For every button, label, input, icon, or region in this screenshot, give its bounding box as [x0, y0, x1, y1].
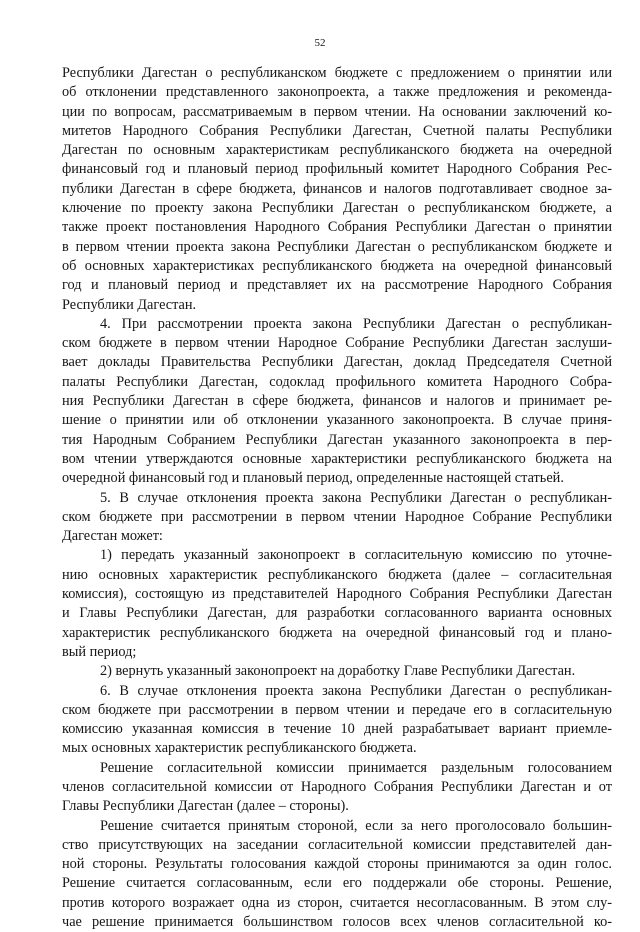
text-line: ство присутствующих на заседании согласительной комиссии представителей дан- [62, 836, 612, 853]
text-line: чае решение принимается большинством голосов всех членов согласительной ко- [62, 914, 612, 931]
text-line: Главы Республики Дагестан (далее – стороны). [62, 798, 349, 815]
text-line: в первом чтении проекта закона Республики Дагестан о республиканском бюджете и [62, 238, 612, 255]
text-line: Дагестан по основным характеристикам республиканского бюджета на очередной [62, 142, 612, 159]
text-line: публики Дагестан в сфере бюджета, финансов и налогов подготавливает сводное за- [62, 180, 612, 197]
text-line: ции по вопросам, рассматриваемым в первом чтении. На основании заключений ко- [62, 103, 612, 120]
text-line: ском бюджете при рассмотрении в первом чтении Народное Собрание Республики [62, 508, 612, 525]
text-line: 1) передать указанный законопроект в согласительную комиссию по уточне- [100, 547, 612, 564]
text-line: об отклонении представленного законопроекта, а также предложения и рекоменда- [62, 84, 612, 101]
text-line: Дагестан может: [62, 528, 163, 545]
text-line: 5. В случае отклонения проекта закона Республики Дагестан о республикан- [100, 489, 612, 506]
text-line: комиссия), состоящую из представителей Народного Собрания Республики Дагестан [62, 586, 612, 603]
text-line: ском бюджете в первом чтении Народное Собрание Республики Дагестан заслуши- [62, 335, 612, 352]
text-line: мых основных характеристик республиканского бюджета. [62, 740, 417, 757]
text-line: характеристик республиканского бюджета на очередной финансовый год и плано- [62, 624, 612, 641]
text-line: вом чтении утверждаются основные характеристики республиканского бюджета на [62, 450, 612, 467]
document-body [62, 64, 612, 932]
text-line: и Главы Республики Дагестан, для разработки согласованного варианта основных [62, 605, 612, 622]
text-line: 6. В случае отклонения проекта закона Республики Дагестан о республикан- [100, 682, 612, 699]
text-line: ключение по проекту закона Республики Дагестан о республиканском бюджете, а [62, 200, 612, 217]
text-line: Республики Дагестан. [62, 296, 197, 313]
text-line: Решение согласительной комиссии принимается раздельным голосованием [100, 759, 612, 776]
text-line: также проект постановления Народного Собрания Республики Дагестан о принятии [62, 219, 612, 236]
text-line: ния Республики Дагестан в сфере бюджета, финансов и налогов и принимает ре- [62, 393, 612, 410]
text-line: митетов Народного Собрания Республики Дагестан, Счетной палаты Республики [62, 122, 612, 139]
text-line: членов согласительной комиссии от Народного Собрания Республики Дагестан и от [62, 778, 612, 795]
text-line: комиссию указанная комиссия в течение 10 дней разрабатывает вариант приемле- [62, 721, 612, 738]
text-line: ной стороны. Результаты голосования каждой стороны принимаются за один голос. [62, 856, 612, 873]
text-line: об основных характеристиках республиканского бюджета на очередной финансовый [62, 257, 612, 274]
text-line: шение о принятии или об отклонении указанного законопроекта. В случае приня- [62, 412, 612, 429]
text-line: Решение считается согласованным, если его поддержали обе стороны. Решение, [62, 875, 612, 892]
text-line: ском бюджете при рассмотрении в первом чтении и передаче его в согласительную [62, 701, 612, 718]
text-line: вает доклады Правительства Республики Дагестан, доклад Председателя Счетной [62, 354, 612, 371]
text-line: финансовый год и плановый период профильный комитет Народного Собрания Рес- [62, 161, 612, 178]
text-line: 4. При рассмотрении проекта закона Республики Дагестан о республикан- [100, 315, 612, 332]
text-line: Республики Дагестан о республиканском бюджете с предложением о принятии или [62, 65, 612, 81]
text-line: очередной финансовый год и плановый период, определенные настоящей статьей. [62, 470, 564, 487]
text-line: нию основных характеристик республиканского бюджета (далее – согласительная [62, 566, 612, 583]
text-line: против которого возражает одна из сторон, считается несогласованным. В этом слу- [62, 894, 612, 911]
text-line: Решение считается принятым стороной, если за него проголосовало большин- [100, 817, 612, 834]
text-line: палаты Республики Дагестан, содоклад профильного комитета Народного Собра- [62, 373, 612, 390]
text-line: тия Народным Собранием Республики Дагестан указанного законопроекта в пер- [62, 431, 612, 448]
text-line: 2) вернуть указанный законопроект на доработку Главе Республики Дагестан. [100, 663, 576, 680]
text-line: вый период; [62, 643, 137, 660]
page-number: 52 [314, 37, 326, 49]
text-line: год и плановый период и представляет их на рассмотрение Народного Собрания [62, 277, 612, 294]
